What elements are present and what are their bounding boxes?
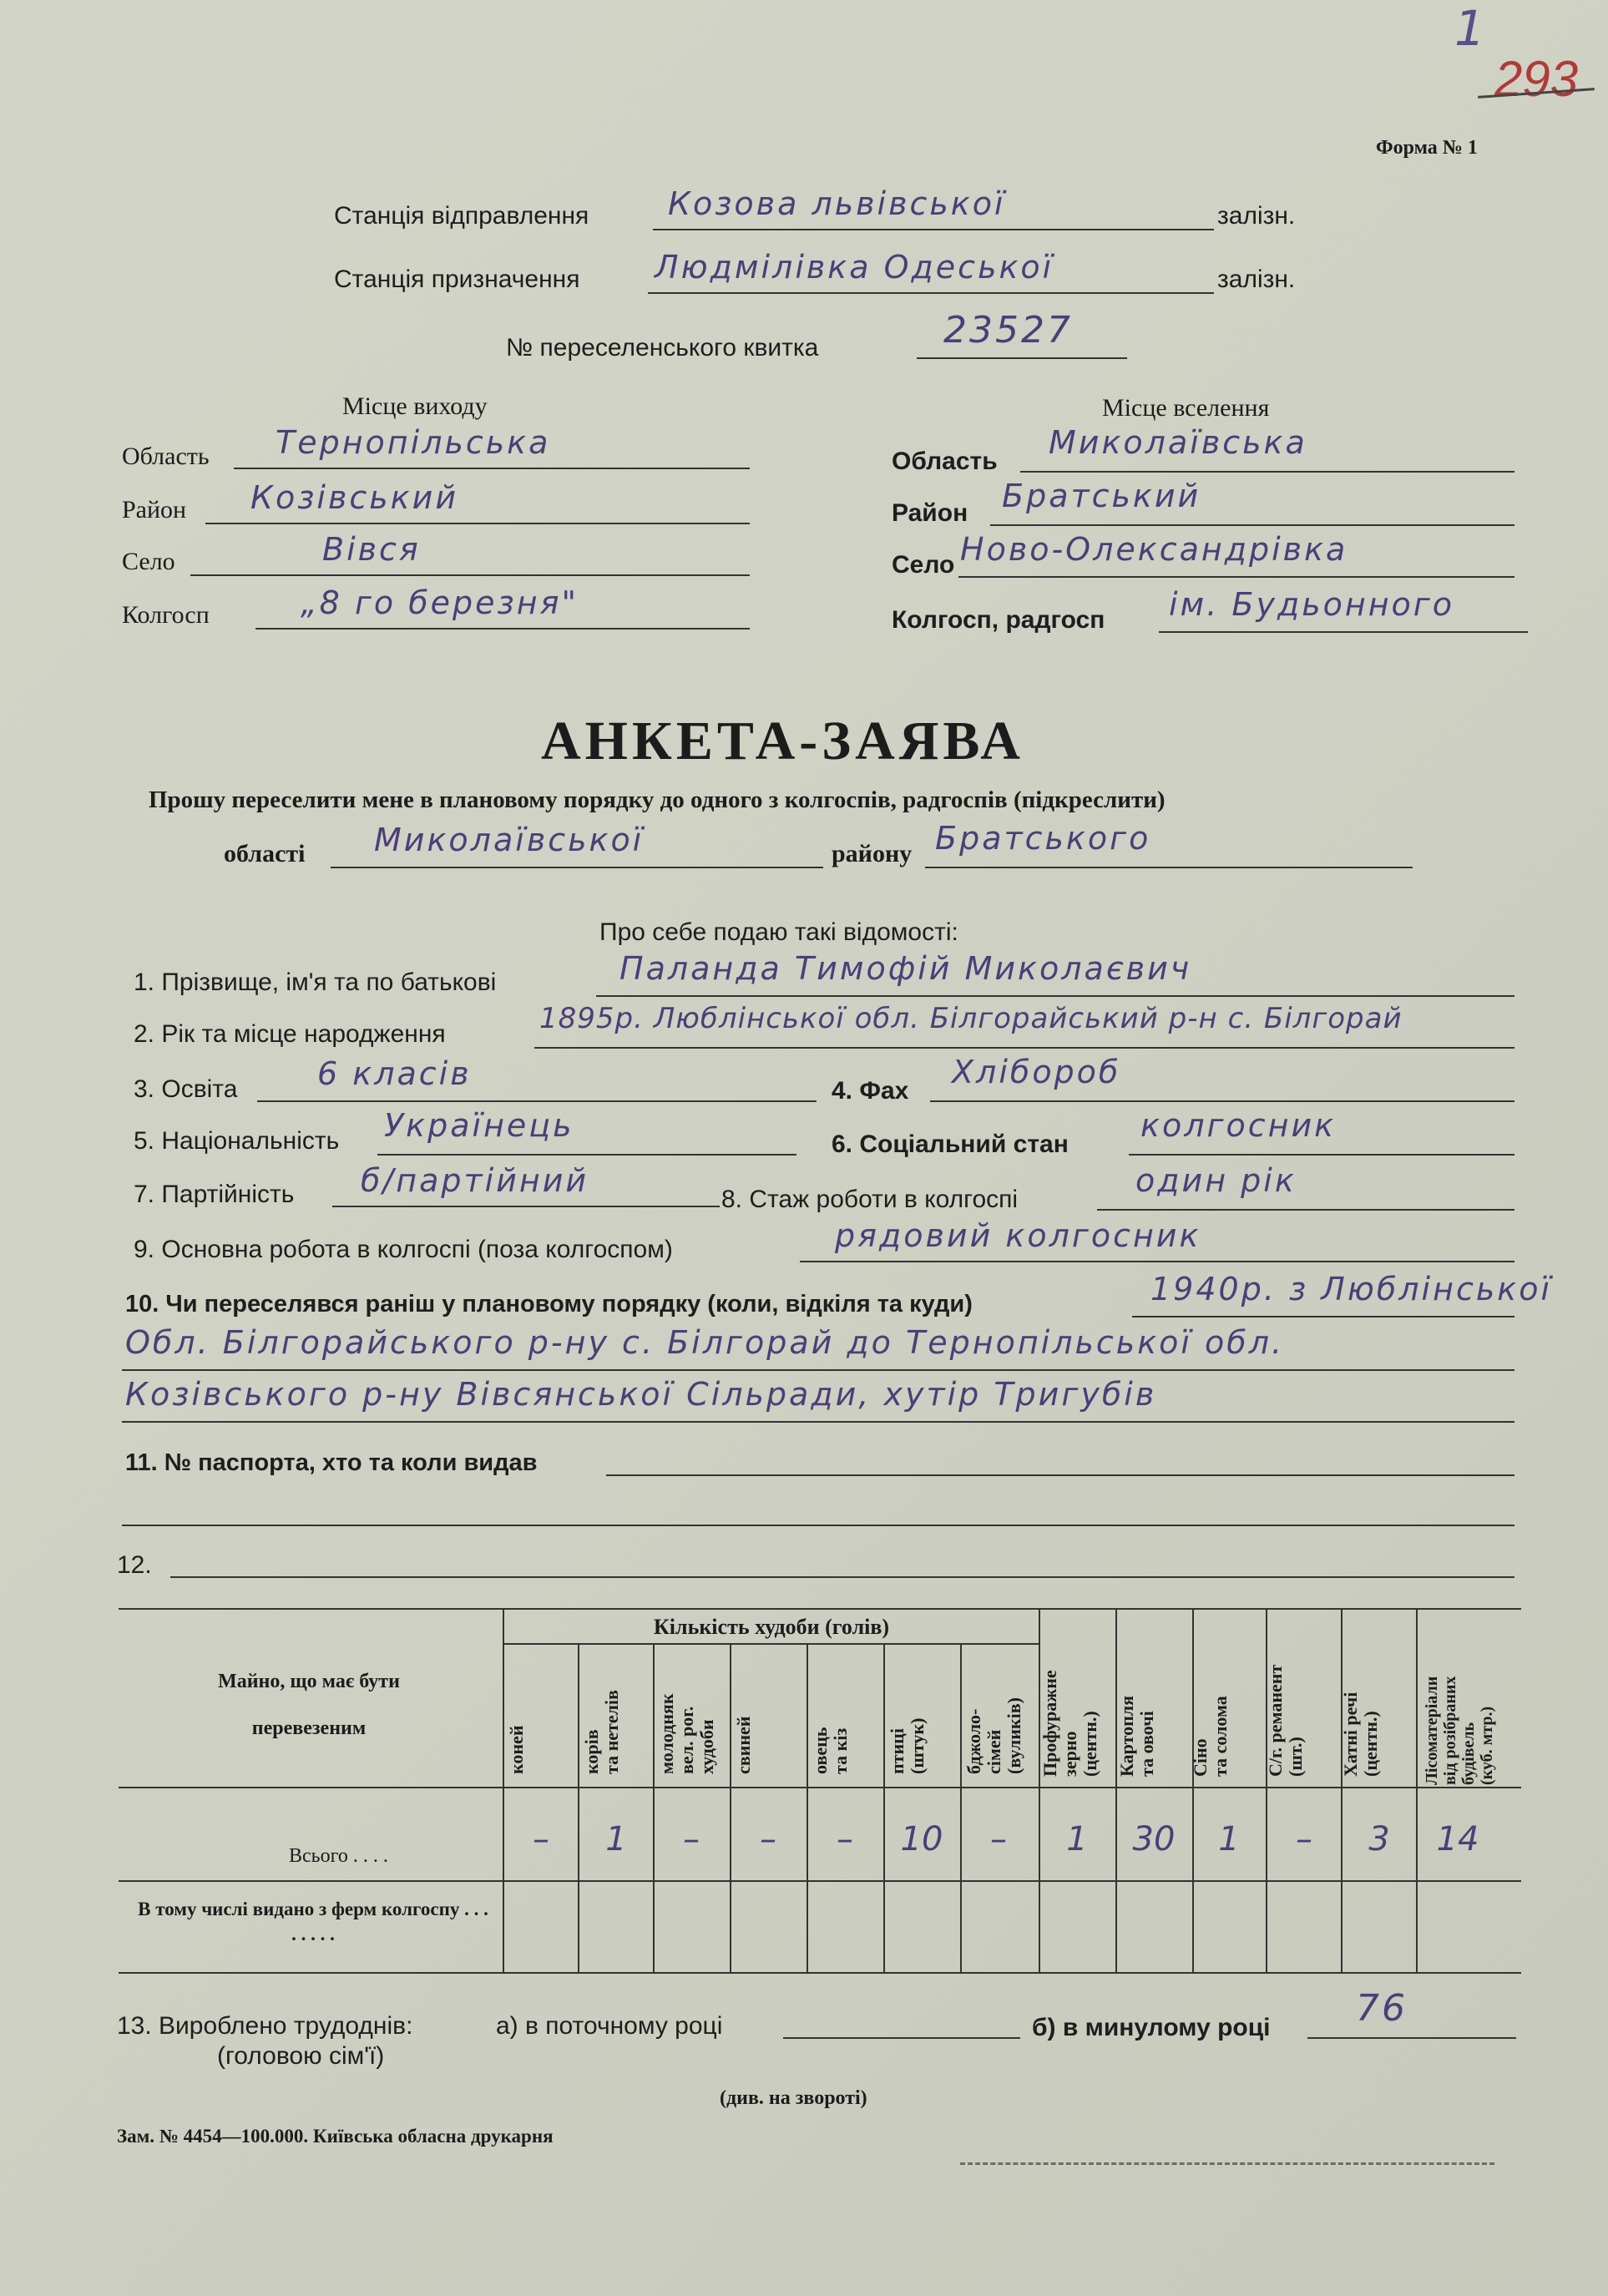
station-from-line	[653, 229, 1214, 230]
station-from-label: Станція відправлення	[334, 202, 589, 230]
origin-raion-line	[205, 523, 750, 524]
origin-kolhosp-value: „8 го березня"	[301, 584, 579, 621]
origin-title: Місце виходу	[342, 392, 488, 420]
field-6-label: 6. Соціальний стан	[832, 1130, 1069, 1158]
request-oblast-value: Миколаївської	[374, 822, 645, 858]
origin-oblast-value: Тернопільська	[276, 424, 551, 461]
col-header-potatoes: Картопля та овочі	[1116, 1695, 1157, 1777]
workdays-sub: (головою сім'ї)	[217, 2042, 385, 2070]
col-header-tools: С/г. реманент (шт.)	[1265, 1664, 1306, 1777]
field-7-label: 7. Партійність	[134, 1181, 295, 1208]
table-left-divider	[503, 1608, 504, 1972]
request-oblast-line	[331, 867, 823, 868]
field-3-line	[257, 1100, 817, 1102]
field-11-line-2	[122, 1525, 1514, 1526]
origin-kolhosp-label: Колгосп	[122, 601, 210, 629]
origin-kolhosp-line	[255, 628, 750, 630]
field-9-line	[800, 1261, 1514, 1262]
field-10-value-2: Обл. Білгорайського р-ну с. Білгорай до Тернопільської обл.	[125, 1324, 1285, 1361]
col-header-timber: Лісоматеріали від розібраних будівель (куб. мтр.)	[1423, 1676, 1496, 1785]
field-4-label: 4. Фах	[832, 1077, 909, 1105]
total-hay: 1	[1218, 1820, 1240, 1859]
station-to-line	[648, 292, 1214, 294]
field-1-line	[596, 995, 1514, 997]
workdays-label: 13. Вироблено трудоднів:	[117, 2012, 413, 2040]
row-total-label: Всього . . . .	[289, 1845, 388, 1867]
col-divider-3	[730, 1643, 731, 1972]
station-from-value: Козова львівської	[668, 185, 1006, 222]
destination-oblast-line	[1020, 471, 1514, 473]
request-raion-label: району	[832, 840, 913, 867]
destination-kolhosp-label: Колгосп, радгосп	[892, 606, 1105, 634]
field-7-value: б/партійний	[361, 1162, 589, 1199]
field-11-label: 11. № паспорта, хто та коли видав	[125, 1449, 538, 1476]
destination-oblast-label: Область	[892, 448, 998, 475]
destination-kolhosp-line	[1159, 631, 1528, 633]
ticket-value: 23527	[943, 309, 1073, 351]
field-10-label: 10. Чи переселявся раніш у плановому порядку (коли, відкіля та куди)	[125, 1291, 973, 1317]
workdays-current-label: а) в поточному році	[496, 2012, 723, 2040]
field-8-value: один рік	[1135, 1162, 1297, 1199]
total-sheep-goats: –	[837, 1820, 853, 1859]
destination-title: Місце вселення	[1102, 394, 1270, 422]
col-header-poultry: птиці (штук)	[887, 1717, 928, 1774]
total-young-cattle: –	[683, 1820, 700, 1859]
ticket-line	[917, 357, 1127, 359]
field-4-line	[930, 1100, 1514, 1102]
field-1-value: Паланда Тимофій Миколаєвич	[619, 950, 1192, 987]
form-number: Форма № 1	[1376, 137, 1478, 159]
field-12-line	[170, 1576, 1514, 1578]
total-pigs: –	[760, 1820, 776, 1859]
field-5-value: Українець	[384, 1107, 574, 1144]
station-to-value: Людмілівка Одеської	[655, 249, 1054, 286]
document-title: АНКЕТА-ЗАЯВА	[541, 711, 1024, 771]
livestock-header-line	[504, 1643, 1039, 1645]
station-to-label: Станція призначення	[334, 266, 580, 293]
field-4-value: Хлібороб	[952, 1054, 1121, 1090]
railway-label-2: залізн.	[1217, 266, 1296, 293]
destination-selo-line	[958, 576, 1514, 578]
field-10-value-3: Козівського р-ну Вівсянської Сільради, хутір Тригубів	[125, 1376, 1157, 1413]
field-2-label: 2. Рік та місце народження	[134, 1020, 446, 1048]
request-oblast-label: області	[224, 840, 306, 867]
table-bottom-border	[119, 1972, 1521, 1974]
total-horses: –	[533, 1820, 549, 1859]
destination-kolhosp-value: ім. Будьонного	[1169, 586, 1455, 623]
request-text: Прошу переселити мене в плановому порядку до одного з колгоспів, радгоспів (підкреслити)	[149, 786, 1166, 813]
request-raion-value: Братського	[935, 820, 1151, 857]
see-back-note: (див. на звороті)	[720, 2087, 867, 2109]
total-poultry: 10	[900, 1820, 943, 1859]
archive-mark-number: 293	[1494, 51, 1579, 107]
field-7-line	[332, 1206, 720, 1207]
request-raion-line	[925, 867, 1413, 868]
col-divider-5	[883, 1643, 885, 1972]
workdays-prev-line	[1307, 2037, 1516, 2039]
origin-selo-line	[190, 574, 750, 576]
total-bees: –	[990, 1820, 1007, 1859]
table-total-bottom	[119, 1880, 1521, 1882]
col-header-grain: Профуражне зерно (центн.)	[1039, 1670, 1100, 1777]
total-cows: 1	[605, 1820, 627, 1859]
workdays-current-line	[783, 2037, 1020, 2039]
total-timber: 14	[1436, 1820, 1479, 1859]
field-2-value: 1895р. Люблінської обл. Білгорайський р-н с. Білгорай	[539, 1002, 1403, 1035]
origin-oblast-line	[234, 468, 750, 469]
field-6-value: колгосник	[1140, 1107, 1337, 1144]
col-divider-4	[807, 1643, 808, 1972]
property-header: Майно, що має бути перевезеним	[218, 1671, 400, 1739]
ticket-label: № переселенського квитка	[506, 334, 819, 362]
field-10-line-1	[1132, 1316, 1514, 1317]
field-1-label: 1. Прізвище, ім'я та по батькові	[134, 968, 497, 996]
field-10-value-1: 1940р. з Люблінської	[1150, 1271, 1553, 1307]
workdays-prev-value: 76	[1356, 1987, 1408, 2030]
origin-raion-label: Район	[122, 496, 187, 523]
origin-selo-label: Село	[122, 548, 175, 575]
col-divider-12	[1416, 1608, 1418, 1972]
col-header-sheep-goats: овець та кіз	[810, 1727, 851, 1774]
table-header-bottom	[119, 1787, 1521, 1788]
col-header-young-cattle: молодняк вел. рог. худоби	[656, 1693, 717, 1774]
archive-mark-top: 1	[1454, 0, 1488, 57]
field-12-label: 12.	[117, 1551, 152, 1579]
col-header-cows: корів та нетелів	[581, 1690, 622, 1774]
row-farm-label: В тому числі видано з ферм колгоспу . . . . . . . .	[138, 1899, 488, 1945]
destination-raion-label: Район	[892, 499, 968, 527]
origin-oblast-label: Область	[122, 443, 210, 470]
field-8-label: 8. Стаж роботи в колгоспі	[721, 1186, 1019, 1213]
origin-selo-value: Вівся	[322, 531, 421, 568]
about-heading: Про себе подаю такі відомості:	[599, 918, 958, 946]
workdays-prev-label: б) в минулому році	[1032, 2014, 1271, 2041]
col-header-bees: бджоло- сімей (вуликів)	[963, 1697, 1024, 1774]
col-header-pigs: свиней	[733, 1716, 754, 1774]
field-8-line	[1097, 1209, 1514, 1211]
field-3-label: 3. Освіта	[134, 1075, 238, 1103]
field-6-line	[1129, 1154, 1514, 1156]
col-divider-2	[653, 1643, 655, 1972]
col-header-household: Хатні речі (центн.)	[1340, 1692, 1381, 1777]
origin-raion-value: Козівський	[250, 479, 459, 516]
col-header-horses: коней	[506, 1725, 527, 1774]
field-10-line-2	[122, 1369, 1514, 1371]
field-11-line-1	[606, 1474, 1514, 1476]
destination-selo-label: Село	[892, 551, 955, 579]
destination-oblast-value: Миколаївська	[1049, 424, 1307, 461]
col-divider-6	[960, 1643, 962, 1972]
total-tools: –	[1296, 1820, 1312, 1859]
printer-note: Зам. № 4454—100.000. Київська обласна друкарня	[117, 2126, 554, 2147]
col-header-hay: Сіно та солома	[1190, 1696, 1231, 1777]
total-household: 3	[1368, 1820, 1390, 1859]
torn-bottom-edge	[960, 2162, 1494, 2165]
destination-selo-value: Ново-Олександрівка	[960, 531, 1348, 568]
field-3-value: 6 класів	[317, 1055, 472, 1092]
col-divider-1	[578, 1643, 579, 1972]
railway-label-1: залізн.	[1217, 202, 1296, 230]
field-5-line	[377, 1154, 796, 1156]
field-5-label: 5. Національність	[134, 1127, 340, 1155]
field-2-line	[534, 1047, 1514, 1049]
total-grain: 1	[1066, 1820, 1088, 1859]
field-9-value: рядовий колгосник	[835, 1217, 1201, 1254]
field-10-line-3	[122, 1421, 1514, 1423]
field-9-label: 9. Основна робота в колгоспі (поза колгоспом)	[134, 1236, 673, 1263]
destination-raion-line	[990, 524, 1514, 526]
livestock-header: Кількість худоби (голів)	[653, 1615, 890, 1639]
total-potatoes: 30	[1132, 1820, 1176, 1859]
destination-raion-value: Братський	[1002, 478, 1201, 514]
